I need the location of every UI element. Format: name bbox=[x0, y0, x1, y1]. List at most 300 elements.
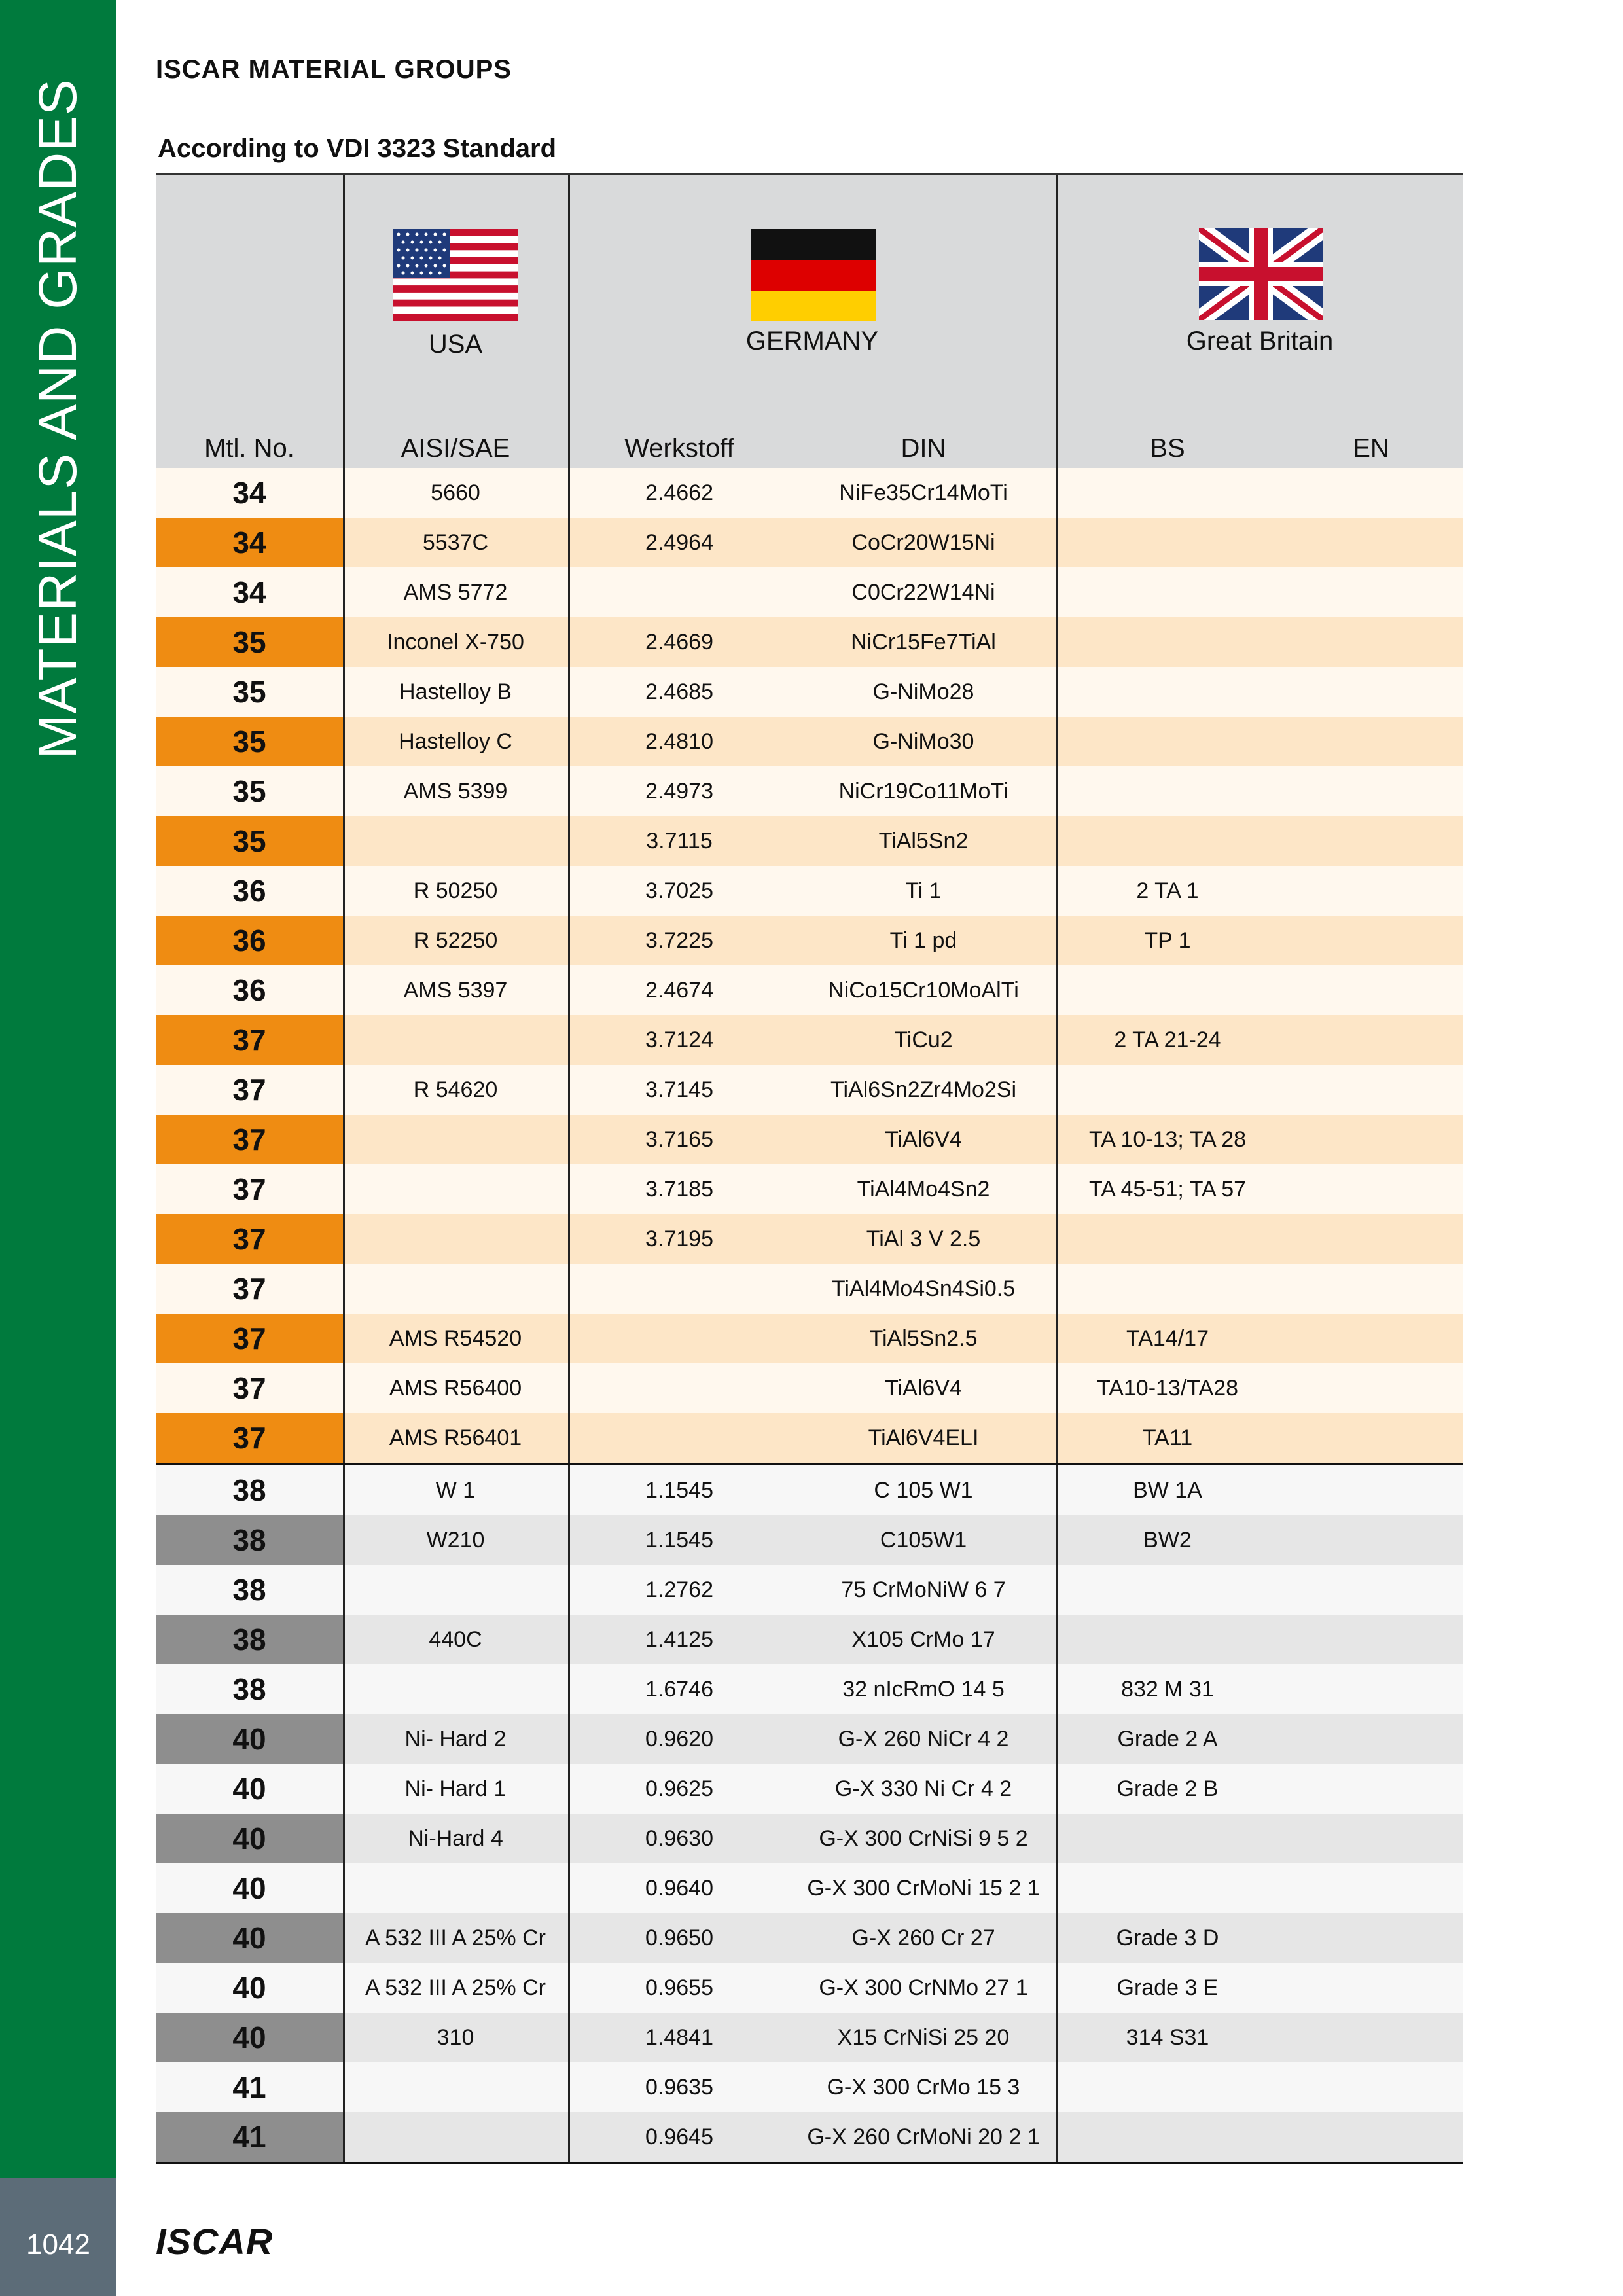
aisi-cell: A 532 III A 25% Cr bbox=[365, 1926, 546, 1950]
page-title: ISCAR MATERIAL GROUPS bbox=[156, 55, 512, 84]
mtl-no-cell: 36 bbox=[156, 916, 343, 965]
din-cell: 32 nIcRmO 14 5 bbox=[842, 1677, 1005, 1702]
en-cell bbox=[1279, 2013, 1463, 2062]
divider bbox=[568, 816, 570, 866]
werkstoff-cell bbox=[568, 1264, 791, 1314]
mtl-no-cell: 34 bbox=[156, 468, 343, 518]
bs-cell: 2 TA 21-24 bbox=[1114, 1028, 1221, 1052]
en-cell bbox=[1279, 1115, 1463, 1164]
bs-cell bbox=[1056, 2062, 1279, 2112]
werkstoff-cell bbox=[568, 567, 791, 617]
divider bbox=[568, 1714, 570, 1764]
werkstoff-cell: 0.9645 bbox=[645, 2125, 713, 2149]
germany-flag-icon bbox=[751, 229, 876, 324]
divider bbox=[343, 468, 345, 518]
divider bbox=[343, 1164, 345, 1214]
mtl-no-cell: 34 bbox=[156, 518, 343, 567]
divider bbox=[343, 1515, 345, 1565]
divider bbox=[343, 965, 345, 1015]
aisi-cell bbox=[343, 1264, 568, 1314]
table-row bbox=[156, 2112, 1463, 2162]
mtl-no-cell: 40 bbox=[156, 2013, 343, 2062]
werkstoff-cell bbox=[568, 1363, 791, 1413]
en-cell bbox=[1279, 1465, 1463, 1515]
bs-cell: TP 1 bbox=[1144, 928, 1191, 953]
en-cell bbox=[1279, 1363, 1463, 1413]
bs-cell bbox=[1056, 1814, 1279, 1863]
bs-cell bbox=[1056, 567, 1279, 617]
divider bbox=[1056, 1413, 1058, 1463]
aisi-cell: Ni- Hard 2 bbox=[404, 1727, 507, 1751]
divider bbox=[568, 717, 570, 766]
table-row bbox=[156, 1314, 1463, 1363]
divider bbox=[343, 1465, 345, 1515]
werkstoff-cell: 2.4662 bbox=[645, 480, 713, 505]
col-bs: BS bbox=[1150, 434, 1185, 463]
divider bbox=[1056, 1963, 1058, 2013]
mtl-no-cell: 37 bbox=[156, 1164, 343, 1214]
divider bbox=[568, 667, 570, 717]
divider bbox=[1056, 567, 1058, 617]
divider bbox=[1056, 1465, 1058, 1515]
divider bbox=[343, 1714, 345, 1764]
divider bbox=[1056, 1363, 1058, 1413]
aisi-cell bbox=[343, 816, 568, 866]
aisi-cell: R 50250 bbox=[413, 878, 498, 903]
en-cell bbox=[1279, 1015, 1463, 1065]
country-great-britain: Great Britain bbox=[1186, 327, 1334, 355]
din-cell: C 105 W1 bbox=[874, 1478, 973, 1503]
aisi-cell bbox=[343, 1115, 568, 1164]
en-cell bbox=[1279, 766, 1463, 816]
table-row bbox=[156, 518, 1463, 567]
din-cell: X105 CrMo 17 bbox=[851, 1627, 995, 1652]
divider bbox=[568, 468, 570, 518]
mtl-no-cell: 35 bbox=[156, 816, 343, 866]
din-cell: TiAl6V4 bbox=[885, 1127, 962, 1152]
bs-cell: BW 1A bbox=[1133, 1478, 1202, 1503]
en-cell bbox=[1279, 1615, 1463, 1664]
divider bbox=[1056, 1764, 1058, 1814]
divider bbox=[343, 175, 345, 468]
aisi-cell: 5537C bbox=[422, 530, 489, 555]
mtl-no-cell: 35 bbox=[156, 667, 343, 717]
din-cell: G-NiMo30 bbox=[872, 729, 974, 754]
table-row bbox=[156, 1214, 1463, 1264]
table-row bbox=[156, 1413, 1463, 1463]
table-row bbox=[156, 1015, 1463, 1065]
din-cell: G-X 260 CrMoNi 20 2 1 bbox=[807, 2125, 1040, 2149]
col-aisi-sae: AISI/SAE bbox=[401, 434, 510, 463]
divider bbox=[1056, 1814, 1058, 1863]
bs-cell bbox=[1056, 617, 1279, 667]
divider bbox=[568, 518, 570, 567]
table-row bbox=[156, 1764, 1463, 1814]
din-cell: 75 CrMoNiW 6 7 bbox=[841, 1577, 1006, 1602]
din-cell: G-X 300 CrNMo 27 1 bbox=[819, 1975, 1028, 2000]
werkstoff-cell: 0.9640 bbox=[645, 1876, 713, 1901]
table-row bbox=[156, 1363, 1463, 1413]
divider bbox=[568, 1863, 570, 1913]
en-cell bbox=[1279, 1314, 1463, 1363]
aisi-cell bbox=[343, 1664, 568, 1714]
din-cell: TiAl6Sn2Zr4Mo2Si bbox=[830, 1077, 1017, 1102]
werkstoff-cell: 2.4669 bbox=[645, 630, 713, 655]
din-cell: G-X 330 Ni Cr 4 2 bbox=[834, 1776, 1012, 1801]
divider bbox=[568, 1963, 570, 2013]
din-cell: G-NiMo28 bbox=[872, 679, 974, 704]
aisi-cell: AMS 5397 bbox=[403, 978, 508, 1003]
werkstoff-cell: 3.7025 bbox=[645, 878, 713, 903]
divider bbox=[1056, 667, 1058, 717]
din-cell: C0Cr22W14Ni bbox=[851, 580, 995, 605]
table-row bbox=[156, 816, 1463, 866]
mtl-no-cell: 35 bbox=[156, 617, 343, 667]
en-cell bbox=[1279, 866, 1463, 916]
divider bbox=[568, 965, 570, 1015]
table-row bbox=[156, 1814, 1463, 1863]
divider bbox=[1056, 866, 1058, 916]
mtl-no-cell: 38 bbox=[156, 1515, 343, 1565]
col-din: DIN bbox=[901, 434, 946, 463]
werkstoff-cell: 0.9635 bbox=[645, 2075, 713, 2100]
table-bottom-border bbox=[156, 2162, 1463, 2164]
bs-cell: 832 M 31 bbox=[1121, 1677, 1214, 1702]
mtl-no-cell: 37 bbox=[156, 1264, 343, 1314]
bs-cell bbox=[1056, 766, 1279, 816]
en-cell bbox=[1279, 617, 1463, 667]
bs-cell bbox=[1056, 667, 1279, 717]
divider bbox=[343, 667, 345, 717]
din-cell: TiAl6V4 bbox=[885, 1376, 962, 1401]
bs-cell bbox=[1056, 518, 1279, 567]
bs-cell: Grade 2 A bbox=[1117, 1727, 1218, 1751]
divider bbox=[1056, 717, 1058, 766]
table-row bbox=[156, 667, 1463, 717]
divider bbox=[1056, 916, 1058, 965]
aisi-cell: AMS 5772 bbox=[403, 580, 508, 605]
bs-cell: 314 S31 bbox=[1126, 2025, 1209, 2050]
din-cell: G-X 300 CrMo 15 3 bbox=[827, 2075, 1020, 2100]
divider bbox=[568, 617, 570, 667]
divider bbox=[568, 1115, 570, 1164]
en-cell bbox=[1279, 965, 1463, 1015]
divider bbox=[343, 1814, 345, 1863]
mtl-no-cell: 38 bbox=[156, 1664, 343, 1714]
werkstoff-cell: 0.9630 bbox=[645, 1826, 713, 1851]
mtl-no-cell: 37 bbox=[156, 1015, 343, 1065]
divider bbox=[568, 567, 570, 617]
mtl-no-cell: 38 bbox=[156, 1465, 343, 1515]
en-cell bbox=[1279, 1863, 1463, 1913]
aisi-cell: 310 bbox=[437, 2025, 474, 2050]
bs-cell bbox=[1056, 1565, 1279, 1615]
table-body bbox=[156, 468, 1463, 2164]
bs-cell bbox=[1056, 965, 1279, 1015]
werkstoff-cell bbox=[568, 1413, 791, 1463]
mtl-no-cell: 36 bbox=[156, 965, 343, 1015]
divider bbox=[343, 2013, 345, 2062]
divider bbox=[343, 766, 345, 816]
din-cell: NiFe35Cr14MoTi bbox=[839, 480, 1008, 505]
divider bbox=[343, 1615, 345, 1664]
mtl-no-cell: 40 bbox=[156, 1814, 343, 1863]
bs-cell bbox=[1056, 1264, 1279, 1314]
en-cell bbox=[1279, 1814, 1463, 1863]
din-cell: NiCo15Cr10MoAlTi bbox=[828, 978, 1019, 1003]
divider bbox=[343, 2112, 345, 2162]
divider bbox=[343, 617, 345, 667]
usa-flag-icon bbox=[393, 229, 518, 324]
divider bbox=[343, 816, 345, 866]
din-cell: TiAl5Sn2 bbox=[878, 829, 969, 853]
en-cell bbox=[1279, 1065, 1463, 1115]
aisi-cell: AMS R56400 bbox=[389, 1376, 522, 1401]
mtl-no-cell: 37 bbox=[156, 1413, 343, 1463]
werkstoff-cell: 3.7145 bbox=[645, 1077, 713, 1102]
divider bbox=[568, 2112, 570, 2162]
werkstoff-cell: 3.7185 bbox=[645, 1177, 713, 1202]
materials-table bbox=[156, 173, 1463, 2164]
werkstoff-cell: 0.9655 bbox=[645, 1975, 713, 2000]
aisi-cell: AMS R54520 bbox=[389, 1326, 522, 1351]
bs-cell bbox=[1056, 1065, 1279, 1115]
divider bbox=[1056, 1115, 1058, 1164]
divider bbox=[568, 1465, 570, 1515]
din-cell: TiAl4Mo4Sn4Si0.5 bbox=[831, 1276, 1016, 1301]
mtl-no-cell: 38 bbox=[156, 1565, 343, 1615]
werkstoff-cell: 3.7115 bbox=[646, 829, 713, 853]
mtl-no-cell: 35 bbox=[156, 717, 343, 766]
divider bbox=[343, 1314, 345, 1363]
mtl-no-cell: 40 bbox=[156, 1764, 343, 1814]
divider bbox=[1056, 816, 1058, 866]
bs-cell: Grade 2 B bbox=[1116, 1776, 1219, 1801]
werkstoff-cell: 1.1545 bbox=[645, 1478, 713, 1503]
table-row bbox=[156, 965, 1463, 1015]
country-germany: GERMANY bbox=[745, 327, 879, 355]
divider bbox=[1056, 1664, 1058, 1714]
table-row bbox=[156, 2062, 1463, 2112]
mtl-no-cell: 37 bbox=[156, 1065, 343, 1115]
werkstoff-cell: 2.4973 bbox=[645, 779, 713, 804]
werkstoff-cell: 1.4125 bbox=[645, 1627, 713, 1652]
en-cell bbox=[1279, 1714, 1463, 1764]
mtl-no-cell: 36 bbox=[156, 866, 343, 916]
divider bbox=[568, 1913, 570, 1963]
divider bbox=[1056, 1015, 1058, 1065]
mtl-no-cell: 41 bbox=[156, 2112, 343, 2162]
aisi-cell bbox=[343, 1015, 568, 1065]
aisi-cell: AMS R56401 bbox=[389, 1426, 522, 1450]
divider bbox=[343, 866, 345, 916]
bs-cell: Grade 3 E bbox=[1116, 1975, 1219, 2000]
divider bbox=[1056, 1214, 1058, 1264]
divider bbox=[343, 1264, 345, 1314]
table-row bbox=[156, 1664, 1463, 1714]
divider bbox=[1056, 175, 1058, 468]
divider bbox=[568, 1615, 570, 1664]
mtl-no-cell: 40 bbox=[156, 1714, 343, 1764]
mtl-no-cell: 40 bbox=[156, 1963, 343, 2013]
col-werkstoff: Werkstoff bbox=[624, 434, 734, 463]
divider bbox=[343, 1363, 345, 1413]
divider bbox=[1056, 1515, 1058, 1565]
bs-cell bbox=[1056, 1863, 1279, 1913]
werkstoff-cell: 1.1545 bbox=[645, 1528, 713, 1552]
en-cell bbox=[1279, 1664, 1463, 1714]
divider bbox=[343, 1015, 345, 1065]
divider bbox=[1056, 1264, 1058, 1314]
divider bbox=[568, 1314, 570, 1363]
table-row bbox=[156, 1065, 1463, 1115]
table-row bbox=[156, 567, 1463, 617]
mtl-no-cell: 40 bbox=[156, 1863, 343, 1913]
werkstoff-cell: 3.7124 bbox=[645, 1028, 713, 1052]
table-row bbox=[156, 617, 1463, 667]
werkstoff-cell: 1.2762 bbox=[645, 1577, 713, 1602]
bs-cell bbox=[1056, 468, 1279, 518]
table-row bbox=[156, 1115, 1463, 1164]
divider bbox=[1056, 1565, 1058, 1615]
werkstoff-cell bbox=[568, 1314, 791, 1363]
bs-cell: TA 45-51; TA 57 bbox=[1088, 1177, 1247, 1202]
divider bbox=[568, 1065, 570, 1115]
bs-cell bbox=[1056, 717, 1279, 766]
mtl-no-cell: 37 bbox=[156, 1314, 343, 1363]
divider bbox=[568, 916, 570, 965]
mtl-no-cell: 37 bbox=[156, 1115, 343, 1164]
aisi-cell bbox=[343, 1565, 568, 1615]
col-en: EN bbox=[1353, 434, 1389, 463]
din-cell: G-X 300 CrMoNi 15 2 1 bbox=[807, 1876, 1040, 1901]
en-cell bbox=[1279, 1413, 1463, 1463]
aisi-cell bbox=[343, 1214, 568, 1264]
bs-cell: TA 10-13; TA 28 bbox=[1088, 1127, 1247, 1152]
table-row bbox=[156, 1714, 1463, 1764]
divider bbox=[568, 1413, 570, 1463]
en-cell bbox=[1279, 1214, 1463, 1264]
din-cell: TiCu2 bbox=[894, 1028, 953, 1052]
divider bbox=[343, 1115, 345, 1164]
aisi-cell: W 1 bbox=[435, 1478, 476, 1503]
werkstoff-cell: 0.9650 bbox=[645, 1926, 713, 1950]
din-cell: TiAl4Mo4Sn2 bbox=[857, 1177, 990, 1202]
din-cell: G-X 260 NiCr 4 2 bbox=[838, 1727, 1009, 1751]
din-cell: Ti 1 bbox=[905, 878, 942, 903]
divider bbox=[343, 1913, 345, 1963]
divider bbox=[343, 1565, 345, 1615]
divider bbox=[1056, 2013, 1058, 2062]
divider bbox=[343, 1413, 345, 1463]
divider bbox=[1056, 1714, 1058, 1764]
en-cell bbox=[1279, 717, 1463, 766]
divider bbox=[568, 1814, 570, 1863]
en-cell bbox=[1279, 468, 1463, 518]
din-cell: G-X 300 CrNiSi 9 5 2 bbox=[819, 1826, 1028, 1851]
en-cell bbox=[1279, 1264, 1463, 1314]
table-row bbox=[156, 717, 1463, 766]
divider bbox=[343, 567, 345, 617]
divider bbox=[343, 518, 345, 567]
aisi-cell bbox=[343, 2112, 568, 2162]
en-cell bbox=[1279, 1565, 1463, 1615]
bs-cell: BW2 bbox=[1143, 1528, 1192, 1552]
col-mtl-no: Mtl. No. bbox=[204, 434, 294, 463]
din-cell: TiAl5Sn2.5 bbox=[869, 1326, 978, 1351]
werkstoff-cell: 1.6746 bbox=[645, 1677, 713, 1702]
din-cell: X15 CrNiSi 25 20 bbox=[837, 2025, 1010, 2050]
en-cell bbox=[1279, 2062, 1463, 2112]
en-cell bbox=[1279, 667, 1463, 717]
divider bbox=[568, 866, 570, 916]
mtl-no-cell: 40 bbox=[156, 1913, 343, 1963]
table-row bbox=[156, 468, 1463, 518]
divider bbox=[1056, 1913, 1058, 1963]
table-row bbox=[156, 1565, 1463, 1615]
mtl-no-cell: 37 bbox=[156, 1363, 343, 1413]
bs-cell: TA10-13/TA28 bbox=[1096, 1376, 1239, 1401]
werkstoff-cell: 3.7195 bbox=[645, 1227, 713, 1251]
table-header bbox=[156, 173, 1463, 468]
table-row bbox=[156, 1863, 1463, 1913]
country-usa: USA bbox=[428, 330, 483, 359]
bs-cell: TA11 bbox=[1142, 1426, 1193, 1450]
aisi-cell: Ni-Hard 4 bbox=[408, 1826, 503, 1851]
mtl-no-cell: 34 bbox=[156, 567, 343, 617]
divider bbox=[1056, 1615, 1058, 1664]
divider bbox=[343, 1863, 345, 1913]
aisi-cell: Hastelloy C bbox=[399, 729, 512, 754]
divider bbox=[568, 1214, 570, 1264]
bs-cell: 2 TA 1 bbox=[1136, 878, 1199, 903]
table-row bbox=[156, 1615, 1463, 1664]
werkstoff-cell: 0.9620 bbox=[645, 1727, 713, 1751]
aisi-cell bbox=[343, 2062, 568, 2112]
aisi-cell: Inconel X-750 bbox=[387, 630, 524, 655]
aisi-cell: R 52250 bbox=[413, 928, 498, 953]
table-row bbox=[156, 2013, 1463, 2062]
en-cell bbox=[1279, 518, 1463, 567]
divider bbox=[1056, 766, 1058, 816]
divider bbox=[1056, 965, 1058, 1015]
table-row bbox=[156, 1913, 1463, 1963]
table-row bbox=[156, 916, 1463, 965]
table-row bbox=[156, 1264, 1463, 1314]
din-cell: CoCr20W15Ni bbox=[851, 530, 995, 555]
divider bbox=[1056, 1164, 1058, 1214]
divider bbox=[1056, 468, 1058, 518]
bs-cell bbox=[1056, 2112, 1279, 2162]
divider bbox=[343, 717, 345, 766]
divider bbox=[1056, 2112, 1058, 2162]
table-row bbox=[156, 1963, 1463, 2013]
table-row bbox=[156, 1465, 1463, 1515]
aisi-cell: AMS 5399 bbox=[403, 779, 508, 804]
divider bbox=[343, 916, 345, 965]
mtl-no-cell: 38 bbox=[156, 1615, 343, 1664]
divider bbox=[343, 1214, 345, 1264]
din-cell: TiAl 3 V 2.5 bbox=[866, 1227, 981, 1251]
table-row bbox=[156, 766, 1463, 816]
aisi-cell bbox=[343, 1164, 568, 1214]
mtl-no-cell: 41 bbox=[156, 2062, 343, 2112]
bs-cell bbox=[1056, 1214, 1279, 1264]
din-cell: NiCr19Co11MoTi bbox=[838, 779, 1008, 804]
en-cell bbox=[1279, 1963, 1463, 2013]
din-cell: Ti 1 pd bbox=[889, 928, 957, 953]
werkstoff-cell: 2.4685 bbox=[645, 679, 713, 704]
